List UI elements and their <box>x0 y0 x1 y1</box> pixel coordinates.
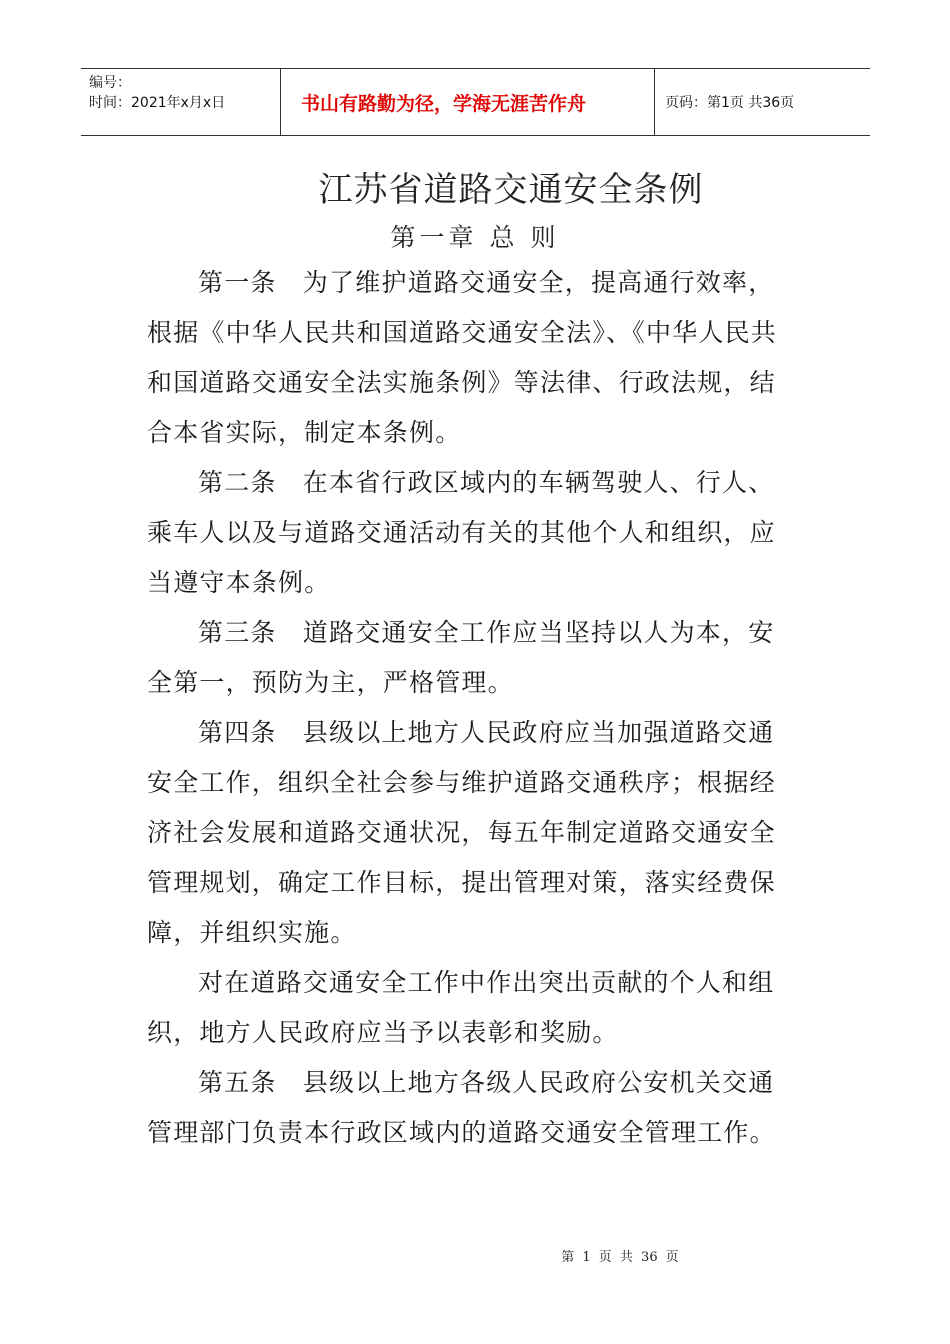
header-table <box>81 68 870 136</box>
header-meta-cell <box>81 69 281 135</box>
article-paragraph: 对在道路交通安全工作中作出突出贡献的个人和组织，地方人民政府应当予以表彰和奖励。 <box>147 968 775 1047</box>
document-title: 江苏省道路交通安全条例 <box>318 170 704 210</box>
page-info-text: 页码：第1页 共36页 <box>665 95 795 111</box>
article-paragraph: 第二条 在本省行政区域内的车辆驾驶人、行人、乘车人以及与道路交通活动有关的其他个人和组织，应当遵守本条例。 <box>147 468 776 597</box>
motto-text: 书山有路勤为径，学海无涯苦作舟 <box>301 92 587 115</box>
time-label: 时间：2021年x月x日 <box>89 95 226 111</box>
page-info-cell <box>655 69 870 135</box>
article-paragraph: 第四条 县级以上地方人民政府应当加强道路交通安全工作，组织全社会参与维护道路交通秩序；根据经济社会发展和道路交通状况，每五年制定道路交通安全管理规划，确定工作目标，提出管理对策，落实经费保障，并组织实施。 <box>147 718 776 947</box>
article-paragraph: 第五条 县级以上地方各级人民政府公安机关交通管理部门负责本行政区域内的道路交通安全管理工作。 <box>147 1068 776 1147</box>
motto-cell <box>281 69 655 135</box>
chapter-heading: 第一章 总 则 <box>390 223 560 252</box>
article-paragraph: 第一条 为了维护道路交通安全，提高通行效率，根据《中华人民共和国道路交通安全法》、《中华人民共和国道路交通安全法实施条例》等法律、行政法规，结合本省实际，制定本条例。 <box>147 268 778 447</box>
page-footer: 第 1 页 共 36 页 <box>561 1250 679 1265</box>
number-label: 编号： <box>89 75 131 91</box>
article-paragraph: 第三条 道路交通安全工作应当坚持以人为本，安全第一，预防为主，严格管理。 <box>147 618 775 697</box>
